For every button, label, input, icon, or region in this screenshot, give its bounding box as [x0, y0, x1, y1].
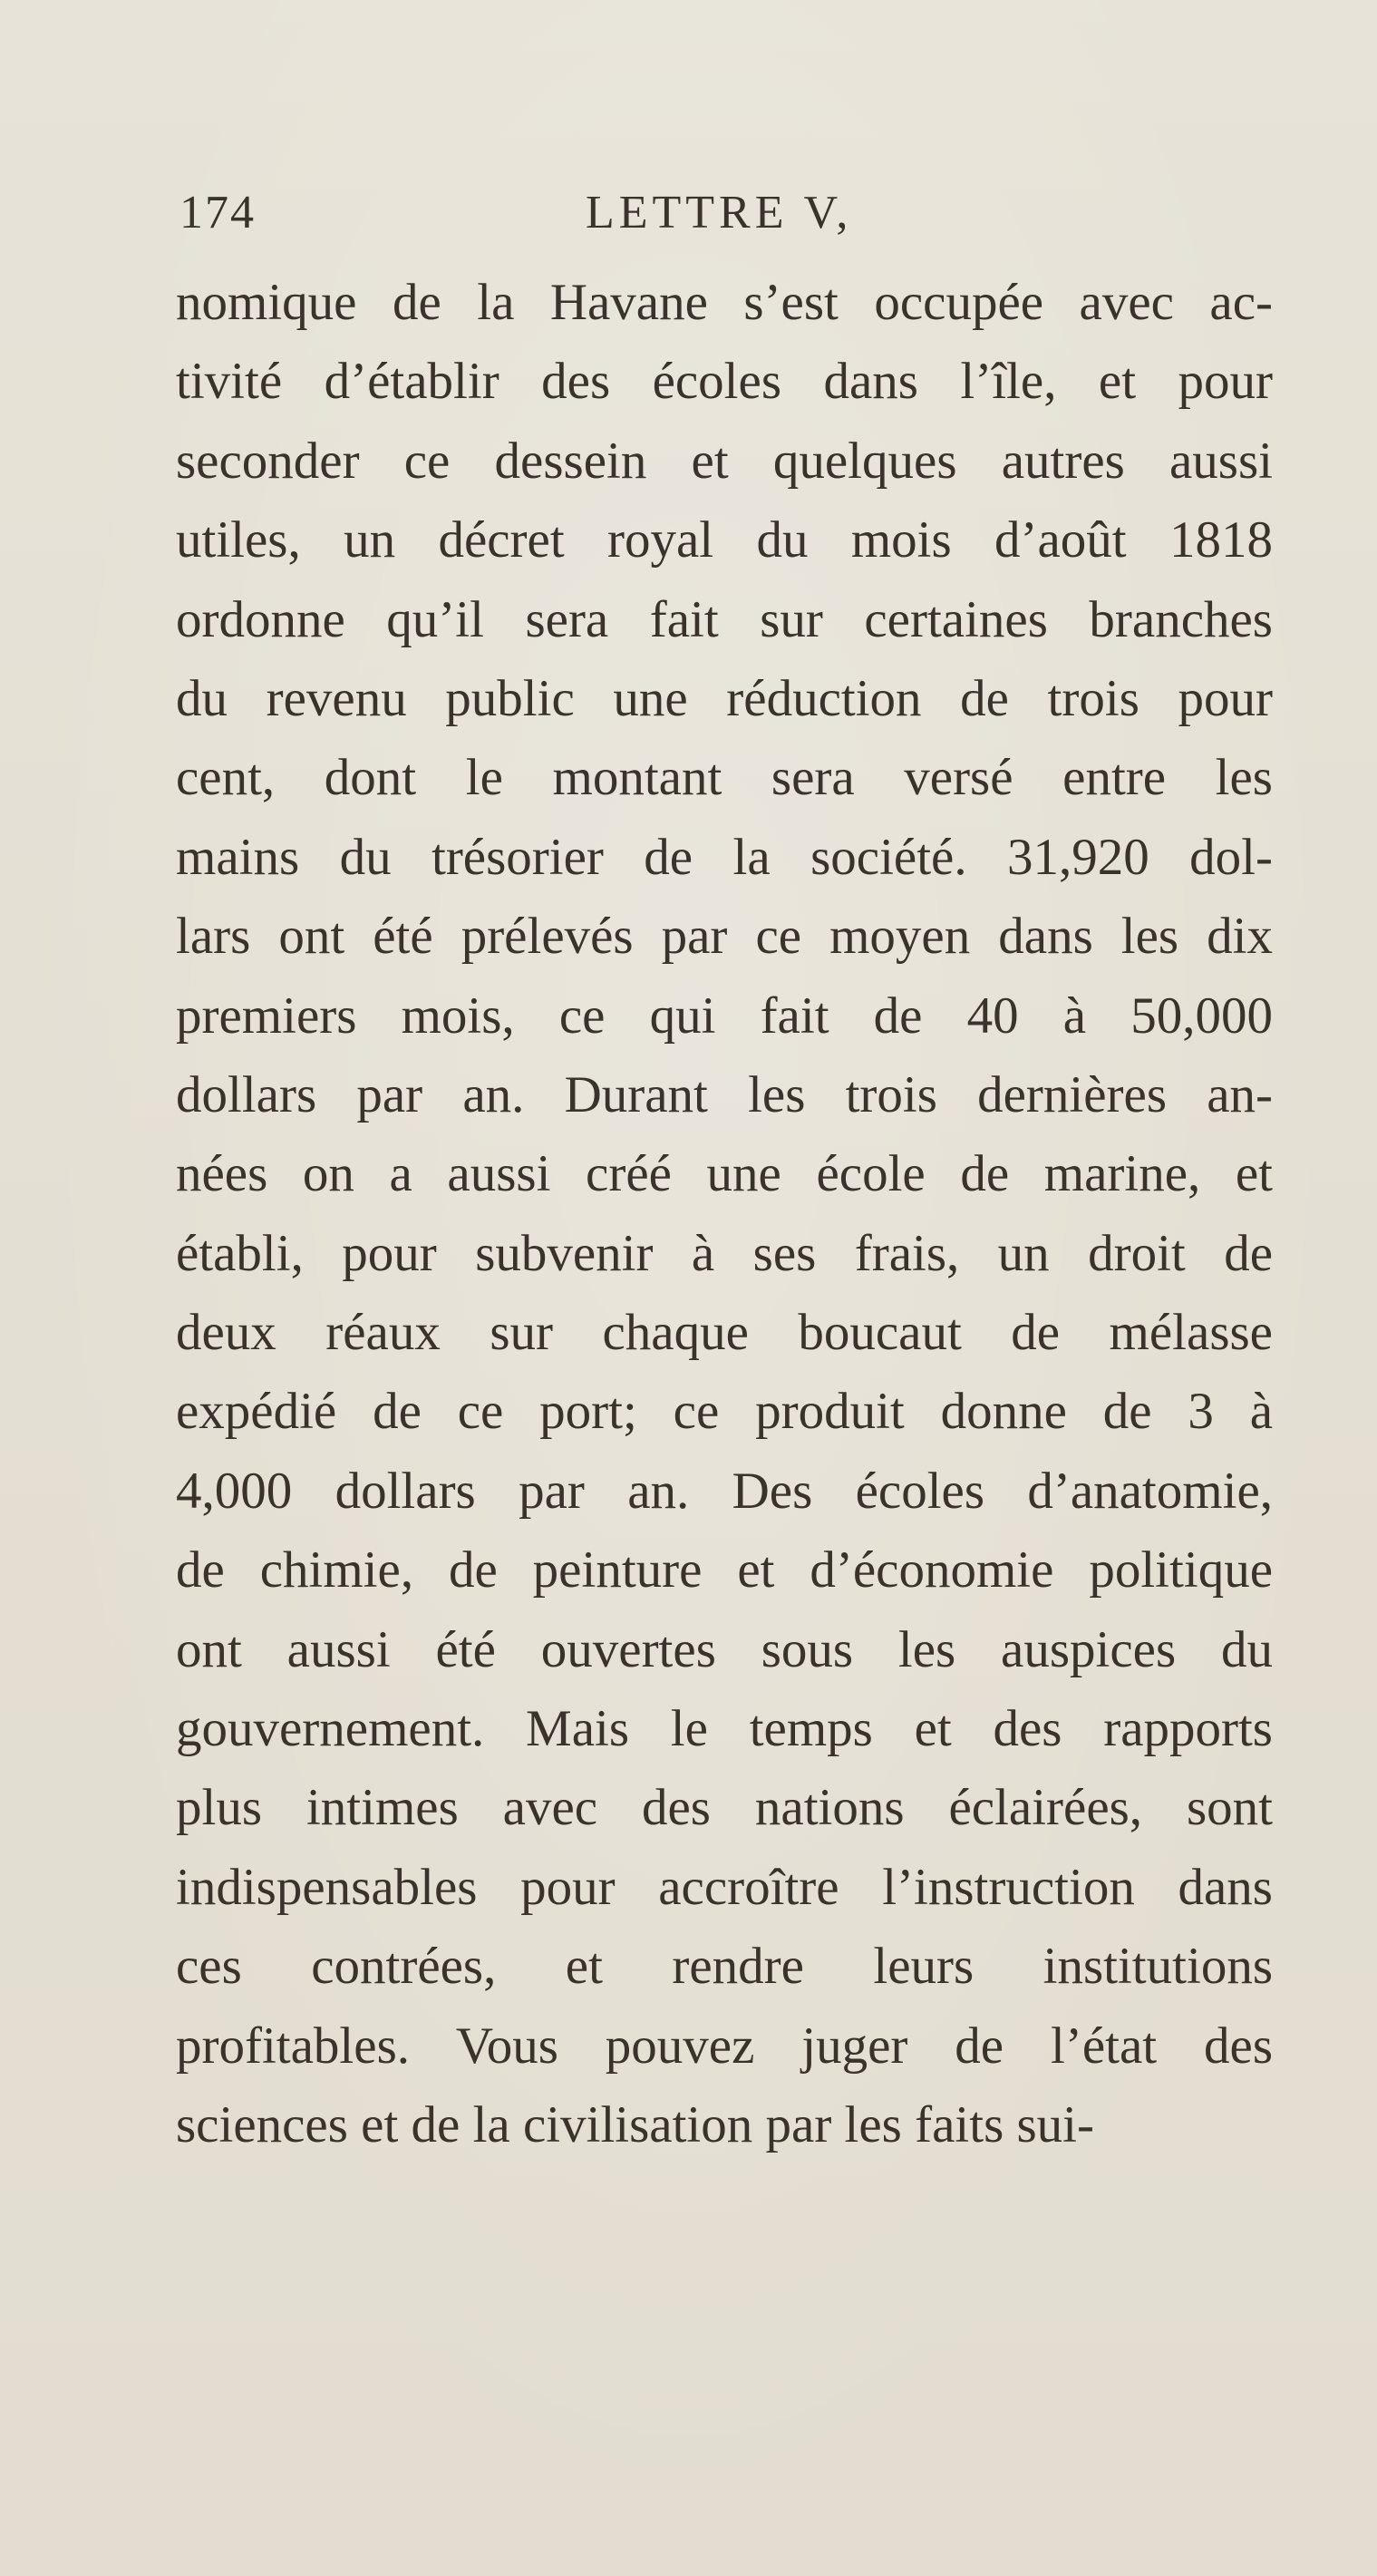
text-line: plus intimes avec des nations éclairées, sont [176, 1779, 1273, 1837]
running-title: LETTRE V, [586, 187, 853, 238]
text-line: cent, dont le montant sera versé entre les [176, 749, 1273, 807]
text-line: premiers mois, ce qui fait de 40 à 50,000 [176, 987, 1273, 1045]
text-line: nées on a aussi créé une école de marine, et [176, 1145, 1273, 1203]
text-line: dollars par an. Durant les trois dernières an- [176, 1065, 1273, 1123]
text-line: gouvernement. Mais le temps et des rapports [176, 1700, 1273, 1758]
page-number: 174 [179, 187, 256, 238]
body-text [176, 263, 1273, 2164]
text-line: deux réaux sur chaque boucaut de mélasse [176, 1304, 1273, 1362]
text-line: utiles, un décret royal du mois d’août 1818 [176, 511, 1273, 569]
text-line: ont aussi été ouvertes sous les auspices du [176, 1620, 1273, 1678]
text-line: établi, pour subvenir à ses frais, un droit de [176, 1224, 1273, 1282]
text-line: indispensables pour accroître l’instruction dans [176, 1858, 1273, 1916]
text-line: de chimie, de peinture et d’économie politique [176, 1541, 1273, 1599]
text-line: expédié de ce port; ce produit donne de 3 à [176, 1383, 1273, 1441]
text-line: profitables. Vous pouvez juger de l’état des [176, 2017, 1273, 2075]
text-line: mains du trésorier de la société. 31,920 dol- [176, 828, 1273, 886]
text-line: sciences et de la civilisation par les faits sui- [176, 2095, 1095, 2153]
text-line: du revenu public une réduction de trois pour [176, 669, 1273, 727]
text-line: seconder ce dessein et quelques autres aussi [176, 432, 1273, 490]
text-line: nomique de la Havane s’est occupée avec ac- [176, 274, 1273, 331]
text-line: ces contrées, et rendre leurs institutions [176, 1938, 1273, 1996]
text-line: lars ont été prélevés par ce moyen dans les dix [176, 908, 1273, 966]
text-line: tivité d’établir des écoles dans l’île, et pour [176, 353, 1273, 411]
text-line: 4,000 dollars par an. Des écoles d’anatomie, [176, 1462, 1273, 1520]
text-line: ordonne qu’il sera fait sur certaines branches [176, 590, 1273, 648]
page-header [179, 186, 1267, 249]
